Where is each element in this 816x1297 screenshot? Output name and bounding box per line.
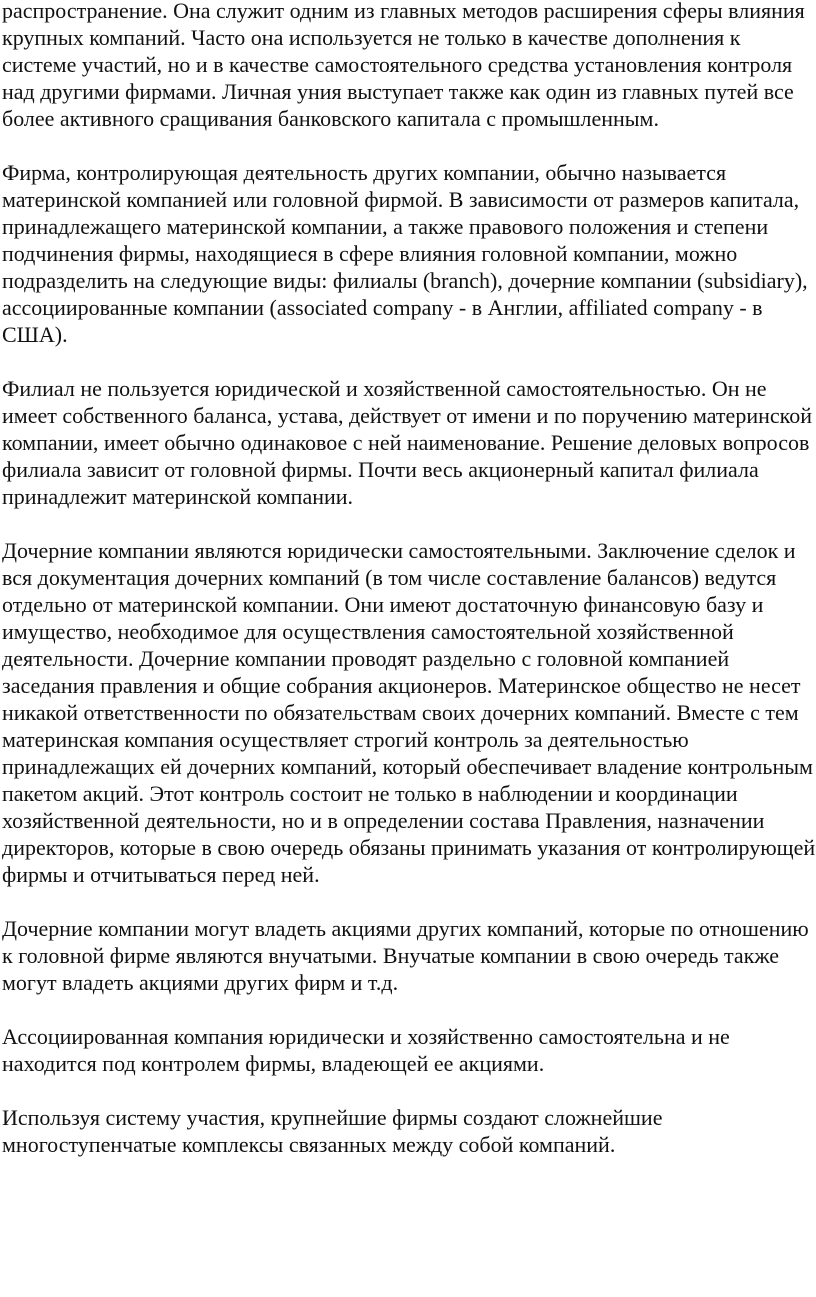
- paragraph-3: Филиал не пользуется юридической и хозяйственной самостоятельностью. Он не имеет собственного баланса, устава, действует от имени и по поручению материнской компании, имеет обычно одинаковое с ней наименование. Решение деловых вопросов филиала зависит от головной фирмы. Почти весь акционерный капитал филиала принадлежит материнской компании.: [2, 376, 812, 509]
- paragraph-4: Дочерние компании являются юридически самостоятельными. Заключение сделок и вся документация дочерних компаний (в том числе составление балансов) ведутся отдельно от материнской компании. Они имеют достаточную финансовую базу и имущество, необходимое для осуществления самостоятельной хозяйственной деятельности. Дочерние компании проводят раздельно с головной компанией заседания правления и общие собрания акционеров. Материнское общество не несет никакой ответственности по обязательствам своих дочерних компаний. Вместе с тем материнская компания осуществляет строгий контроль за деятельностью принадлежащих ей дочерних компаний, который обеспечивает владение контрольным пакетом акций. Этот контроль состоит не только в наблюдении и координации хозяйственной деятельности, но и в определении состава Правления, назначении директоров, которые в свою очередь обязаны принимать указания от контролирующей фирмы и отчитываться перед ней.: [2, 538, 816, 887]
- paragraph-5: Дочерние компании могут владеть акциями других компаний, которые по отношению к головной фирме являются внучатыми. Внучатые компании в свою очередь также могут владеть акциями других фирм и т.д.: [2, 916, 809, 995]
- paragraph-6: Ассоциированная компания юридически и хозяйственно самостоятельна и не находится под контролем фирмы, владеющей ее акциями.: [2, 1024, 730, 1076]
- paragraph-1: распространение. Она служит одним из главных методов расширения сферы влияния крупных компаний. Часто она используется не только в качестве дополнения к системе участий, но и в качестве самостоятельного средства установления контроля над другими фирмами. Личная уния выступает также как один из главных путей все более активного сращивания банковского капитала с промышленным.: [2, 0, 805, 131]
- paragraph-2: Фирма, контролирующая деятельность других компании, обычно называется материнской компанией или головной фирмой. В зависимости от размеров капитала, принадлежащего материнской компании, а также правового положения и степени подчинения фирмы, находящиеся в сфере влияния головной компании, можно подразделить на следующие виды: филиалы (branch), дочерние компании (subsidiary), ассоциированные компании (associated company - в Англии, affiliated company - в США).: [2, 160, 808, 347]
- paragraph-7: Используя систему участия, крупнейшие фирмы создают сложнейшие многоступенчатые комплексы связанных между собой компаний.: [2, 1105, 663, 1157]
